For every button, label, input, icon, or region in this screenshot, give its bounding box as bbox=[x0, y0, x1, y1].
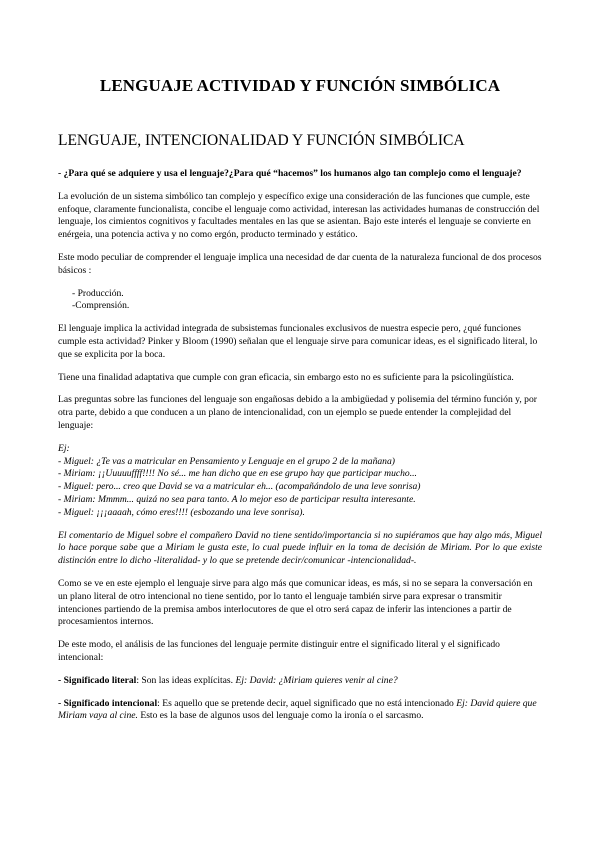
dialogue-example bbox=[58, 443, 542, 520]
dialogue-line: - Miriam: Mmmm... quizá no sea para tanto. A lo mejor eso de participar resulta interesante. bbox=[58, 493, 416, 505]
intencional-text-2: Esto es la base de algunos usos del lenguaje como la ironía o el sarcasmo. bbox=[137, 710, 424, 722]
document-title: LENGUAJE ACTIVIDAD Y FUNCIÓN SIMBÓLICA bbox=[99, 76, 501, 95]
paragraph-intention: Como se ve en este ejemplo el lenguaje sirve para algo más que comunicar ideas, es más, si no se separa la conversación en un plano literal de otro intencional no tiene sentido, por lo tanto el lenguaje también sirve para expresar o transmitir intenciones partiendo de la premisa ambos interlocutores de que el otro será capaz de inferir las intenciones a partir de procesamientos internos. bbox=[58, 577, 533, 628]
literal-term: - Significado literal bbox=[58, 674, 137, 686]
paragraph-commentary: El comentario de Miguel sobre el compañero David no tiene sentido/importancia si no supiéramos que hay algo más, Miguel lo hace porque sabe que a Miriam le gusta este, lo cual puede influir en la toma de decisión de Miriam. Por lo que existe distinción entre lo dicho -literalidad- y lo que se pretende decir/comunicar -intencionalidad-. bbox=[58, 529, 542, 567]
paragraph-questions: Las preguntas sobre las funciones del lenguaje son engañosas debido a la ambigüedad y polisemia del término función y, por otra parte, debido a que conducen a un plano de intencionalidad, con un ejemplo se puede entender la complejidad del lenguaje: bbox=[58, 394, 537, 431]
paragraph-processes: Este modo peculiar de comprender el lenguaje implica una necesidad de dar cuenta de la naturaleza funcional de dos procesos básicos : bbox=[58, 251, 542, 276]
literal-example: Ej: David: ¿Miriam quieres venir al cine? bbox=[233, 674, 398, 686]
list-item: - Producción. bbox=[72, 287, 124, 299]
dialogue-line: - Miguel: pero... creo que David se va a matricular eh... (acompañándolo de una leve sonrisa) bbox=[58, 481, 421, 493]
paragraph-adaptive: Tiene una finalidad adaptativa que cumple con gran eficacia, sin embargo esto no es suficiente para la psicolingüística. bbox=[58, 371, 514, 383]
dialogue-line: - Miguel: ¿Te vas a matricular en Pensamiento y Lenguaje en el grupo 2 de la mañana) bbox=[58, 455, 395, 467]
list-item: -Comprensión. bbox=[72, 300, 130, 312]
example-label: Ej: bbox=[58, 442, 70, 454]
intencional-text: : Es aquello que se pretende decir, aquel significado que no está intencionado bbox=[157, 697, 454, 709]
intencional-term: - Significado intencional bbox=[58, 697, 158, 709]
paragraph-functions: El lenguaje implica la actividad integrada de subsistemas funcionales exclusivos de nuestra especie pero, ¿qué funciones cumple esta actividad? Pinker y Bloom (1990) señalan que el lenguaje sirve para comunicar ideas, es el significado literal, lo que se explicita por la boca. bbox=[58, 323, 538, 360]
dialogue-line: - Miriam: ¡¡Uuuuuffff!!!! No sé... me han dicho que en ese grupo hay que participar mucho... bbox=[58, 468, 417, 480]
guiding-question: - ¿Para qué se adquiere y usa el lenguaje?¿Para qué “hacemos” los humanos algo tan complejo como el lenguaje? bbox=[58, 168, 522, 179]
literal-text: : Son las ideas explícitas. bbox=[136, 674, 234, 686]
dialogue-line: - Miguel: ¡¡¡aaaah, cómo eres!!!! (esbozando una leve sonrisa). bbox=[58, 506, 305, 518]
intencional-example: Ej: David quiere que Miriam vaya al cine. bbox=[58, 697, 537, 722]
section-title: LENGUAJE, INTENCIONALIDAD Y FUNCIÓN SIMBÓLICA bbox=[58, 132, 465, 149]
paragraph-analysis: De este modo, el análisis de las funciones del lenguaje permite distinguir entre el significado literal y el significado intencional: bbox=[58, 639, 500, 663]
definition-intencional bbox=[58, 698, 542, 724]
paragraph-evolution: La evolución de un sistema simbólico tan complejo y específico exige una consideración de las funciones que cumple, este enfoque, claramente funcionalista, concibe el lenguaje como actividad, interesan las actividades humanas de construcción del lenguaje, los cimientos cognitivos y facultades mentales en las que se asientan. Bajo este interés el lenguaje se convierte en enérgeia, una potencia activa y no como ergón, producto terminado y estático. bbox=[58, 190, 540, 241]
process-list bbox=[58, 288, 542, 314]
definition-literal bbox=[58, 675, 542, 688]
